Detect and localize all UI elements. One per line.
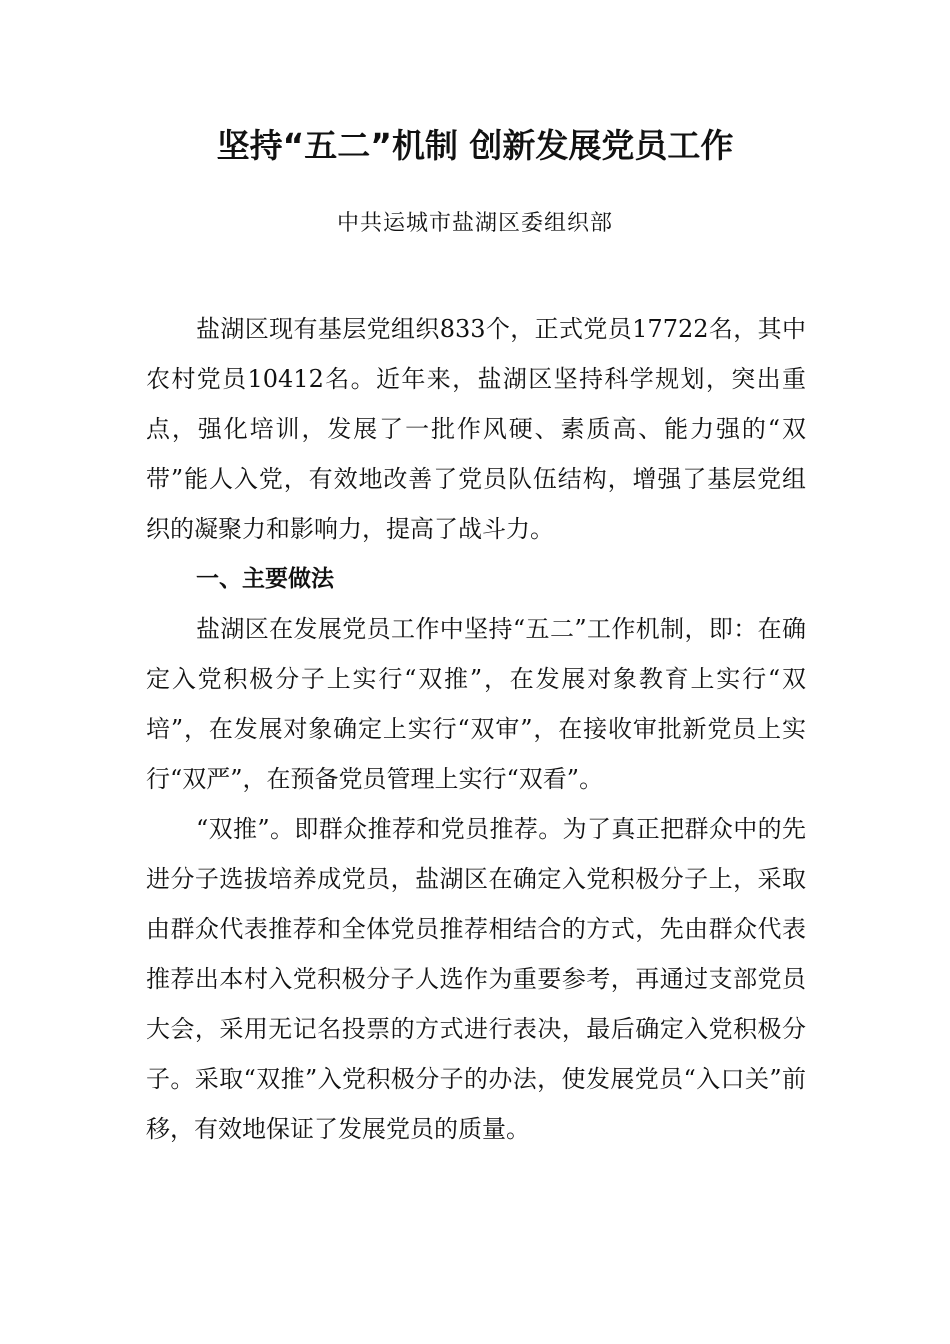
document-title: 坚持“五二”机制 创新发展党员工作 bbox=[216, 126, 734, 165]
method-paragraph: 盐湖区在发展党员工作中坚持“五二”工作机制，即：在确定入党积极分子上实行“双推”，在发展对象教育上实行“双培”，在发展对象确定上实行“双审”，在接收审批新党员上实行“双严”，在预备党员管理上实行“双看”。 bbox=[146, 615, 806, 793]
intro-paragraph: 盐湖区现有基层党组织833个，正式党员17722名，其中农村党员10412名。近年来，盐湖区坚持科学规划，突出重点，强化培训，发展了一批作风硬、素质高、能力强的“双带”能人入党，有效地改善了党员队伍结构，增强了基层党组织的凝聚力和影响力，提高了战斗力。 bbox=[146, 315, 806, 543]
shuangtui-paragraph: “双推”。即群众推荐和党员推荐。为了真正把群众中的先进分子选拔培养成党员，盐湖区在确定入党积极分子上，采取由群众代表推荐和全体党员推荐相结合的方式，先由群众代表推荐出本村入党积极分子人选作为重要参考，再通过支部党员大会，采用无记名投票的方式进行表决，最后确定入党积极分子。采取“双推”入党积极分子的办法，使发展党员“入口关”前移，有效地保证了发展党员的质量。 bbox=[146, 815, 806, 1143]
document-author: 中共运城市盐湖区委组织部 bbox=[336, 211, 613, 236]
section-heading: 一、主要做法 bbox=[196, 566, 334, 592]
document-body bbox=[146, 304, 806, 1154]
